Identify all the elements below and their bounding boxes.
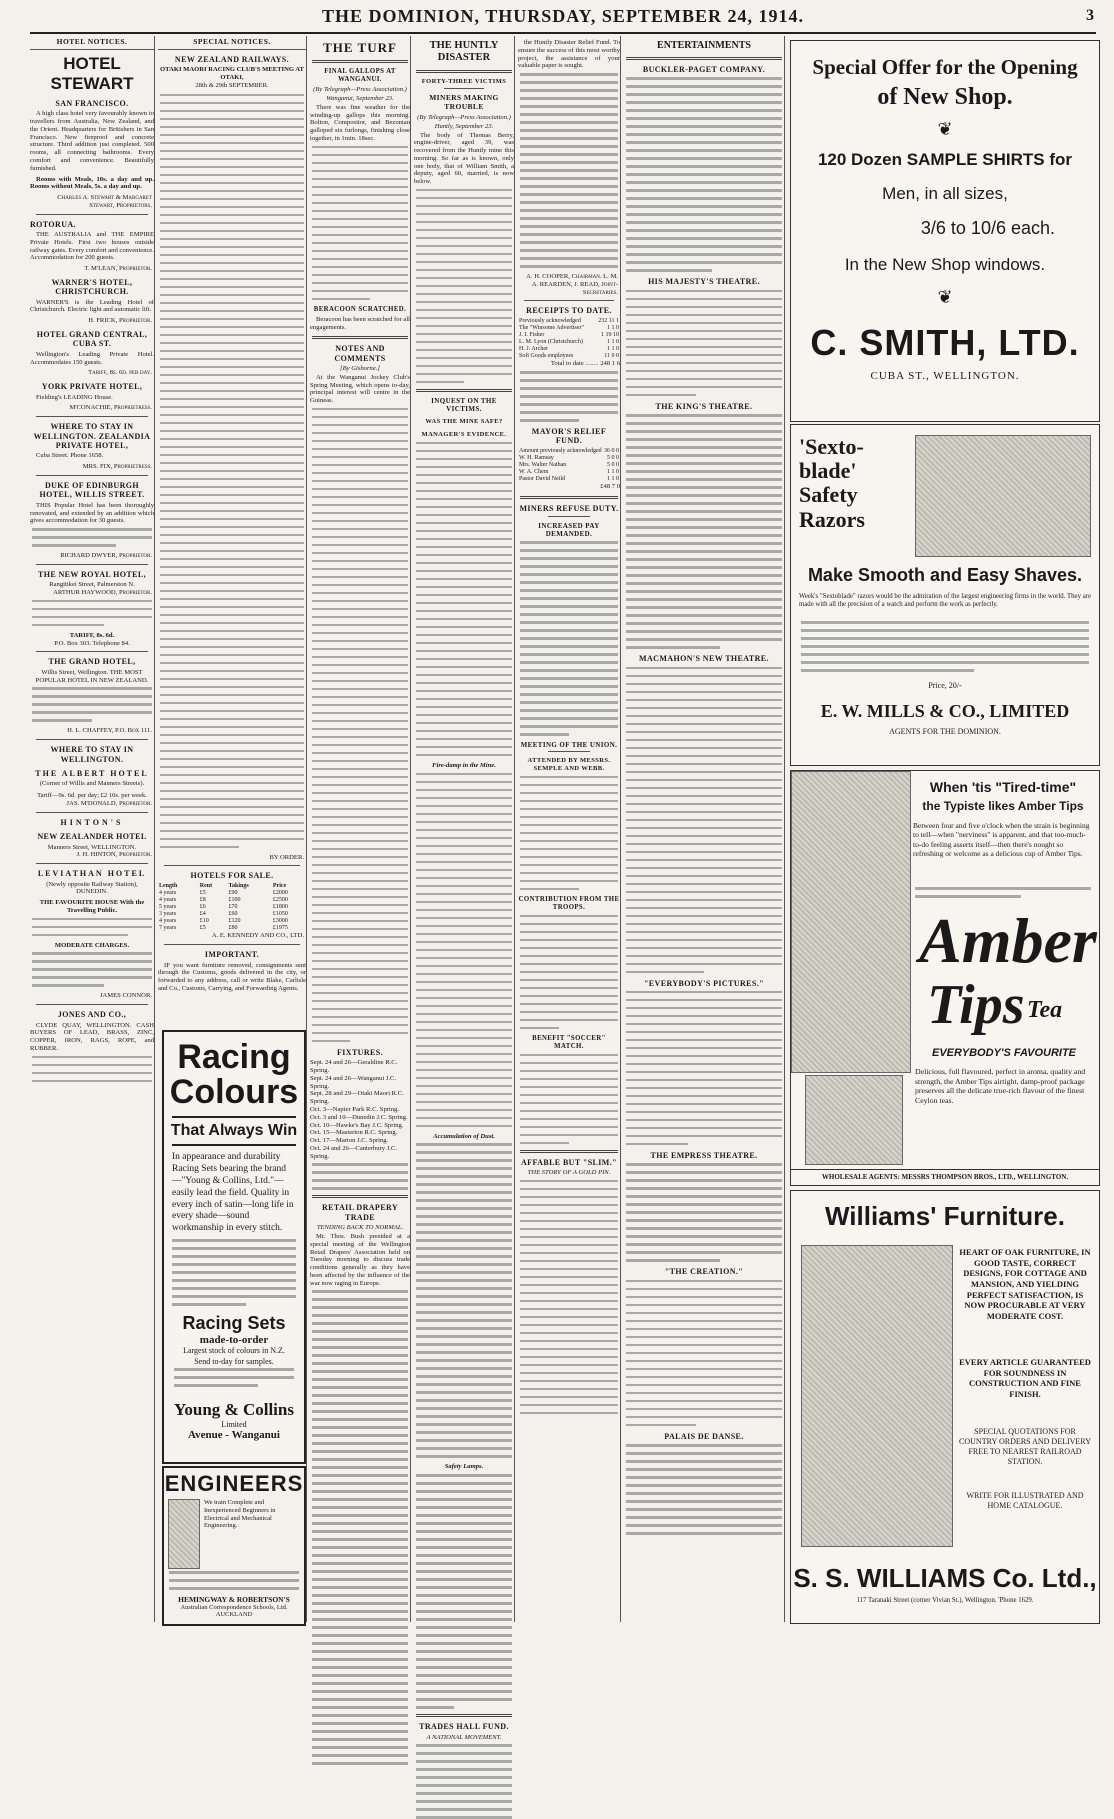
hintons-name: NEW ZEALANDER HOTEL [37,832,147,842]
national-movement-heading: A NATIONAL MOVEMENT. [426,1733,502,1741]
albert-heading: WHERE TO STAY IN WELLINGTON. [50,745,134,764]
wanganui-heading: FINAL GALLOPS AT WANGANUI. [324,68,396,84]
leviathan-title: LEVIATHAN HOTEL [37,869,147,879]
engineers-ad [162,1466,306,1626]
table-row: Mrs. Walter Nathan 5 0 0 [519,462,619,469]
albert-title: THE ALBERT HOTEL [35,769,149,779]
smith-line-3: In the New Shop windows. [844,255,1046,274]
smith-headline-1: Special Offer for the Opening [812,55,1078,79]
tea-tagline: EVERYBODY'S FAVOURITE [931,1047,1076,1059]
table-header: Price [272,882,287,889]
tea-headline-2: the Typiste likes Amber Tips [922,799,1084,813]
razors-slogan: Make Smooth and Easy Shaves. [807,565,1083,585]
hotel-stewart-body: A high class hotel very favourably known to travellers from Australia, New Zealand, and the Orient. Headquarters for Britishers in San Francisco. New fireproof and concrete structure. Third addition just completed. 500 rooms, all connecting bathrooms. Every comfort and convenience. Beautifully furnished. [30,110,154,172]
column-header: SPECIAL NOTICES. [158,38,306,50]
safety-lamps-heading: Safety Lamps. [444,1463,484,1471]
amber-brand: Amber [919,905,1097,976]
column-hotel-notices [30,36,155,1622]
warners-sig: H. FRICK, Proprietor. [88,317,152,325]
young-collins-brand: Young & Collins [174,1400,294,1420]
racing-body: In appearance and durability Racing Sets bearing the brand—"Young & Collins, Ltd."—easily lead the field. Quality in every inch of satin—long life in every shade—sound workmanship in every stitch. [172,1152,294,1234]
razors-brand-3: Safety [799,482,858,508]
masthead-title: THE DOMINION, THURSDAY, SEPTEMBER 24, 1914. [322,6,804,26]
fixtures-heading: FIXTURES. [336,1047,384,1057]
hintons-sig: J. H. HINTON, Proprietor. [76,851,152,859]
column-relief-fund [518,36,621,1622]
trades-hall-heading: TRADES HALL FUND. [419,1722,509,1732]
table-row: 3 years £4 £60 £1050 [159,911,288,918]
list-item: Oct. 17—Marton J.C. Spring. [310,1137,389,1145]
list-item: Oct. 3—Napier Park R.C. Spring. [310,1106,400,1113]
palais-heading: PALAIS DE DANSE. [664,1431,744,1441]
engineers-company: HEMINGWAY & ROBERTSON'S [178,1595,290,1604]
razors-agents: AGENTS FOR THE DOMINION. [889,727,1001,736]
mayors-fund-total: £48 7 0 [600,483,620,491]
razors-body: Week's "Sextoblade" razors would be the admiration of the largest engineering firms in the world. They are made with all the precision of a watch and perform the work as perfectly. [799,593,1091,609]
leviathan-sub: THE FAVOURITE HOUSE With the Travelling Public. [39,899,145,914]
soccer-match-heading: BENEFIT "SOCCER" MATCH. [532,1034,606,1050]
list-item: Oct. 10—Hawke's Bay J.C. Spring. [310,1121,404,1129]
notes-by: [By Gisborne.] [340,365,380,373]
table-row: 5 years £6 £70 £1800 [159,904,288,911]
engineers-place: Australian Correspondence Schools, Ltd. AUCKLAND [180,1604,288,1618]
list-item: Sept. 24 and 26—Wanganui J.C. Spring. [310,1074,397,1090]
williams-title: Williams' Furniture. [825,1201,1065,1231]
warners-body: WARNER'S is the Leading Hotel of Christchurch. Electric light and automatic lift. [30,298,154,314]
williams-address: 117 Taranaki Street (corner Vivian St.), Wellington. 'Phone 1629. [856,1597,1034,1604]
williams-company: S. S. WILLIAMS Co. Ltd., [793,1563,1097,1593]
retail-sub: TENDING BACK TO NORMAL. [316,1224,404,1232]
tea-agents: WHOLESALE AGENTS: MESSRS THOMPSON BROS., LTD., WELLINGTON. [791,1169,1099,1181]
attended-heading: ATTENDED BY MESSRS. SEMPLE AND WEBB. [527,757,611,772]
smith-shirts-ad [790,40,1100,422]
razors-brand-4: Razors [799,506,865,532]
rotorua-body: THE AUSTRALIA and THE EMPIRE Private Hotels. First two houses outside railway gates. Every comfort and convenience. Accommodation for 200 guests. [30,231,154,262]
turf-dateline: Wanganui, September 23. [326,95,394,103]
increased-pay-heading: INCREASED PAY DEMANDED. [538,521,600,538]
receipts-heading: RECEIPTS TO DATE. [526,306,612,316]
york-body: Fielding's LEADING House. [36,393,113,401]
turf-title: THE TURF [323,40,397,55]
razors-brand-1: 'Sexto- [799,434,864,459]
retail-heading: RETAIL DRAPERY TRADE [321,1203,399,1222]
table-row: W. H. Ramsay 5 0 0 [519,454,619,461]
williams-quotes: SPECIAL QUOTATIONS FOR COUNTRY ORDERS AND DELIVERY FREE TO NEAREST RAILROAD STATION. [959,1427,1091,1466]
table-row: The "Winsome Advertiser" 1 1 0 [519,324,619,331]
racing-sets: Racing Sets [182,1313,286,1334]
smith-ornament-icon: ❦ [937,119,953,139]
new-royal-body: Rangitikei Street, Palmerston N. [49,581,135,589]
table-row: W. A. Chem 1 1 0 [519,469,619,476]
albert-body: (Corner of Willis and Manners Streets). [39,780,145,788]
railways-sub: OTAKI MAORI RACING CLUB'S MEETING AT OTAKI, [160,66,304,82]
smith-headline-2: of New Shop. [877,84,1013,110]
railways-title: NEW ZEALAND RAILWAYS. [174,54,290,64]
hotel-stewart-city: SAN FRANCISCO. [55,98,129,108]
creation-heading: "THE CREATION." [664,1267,744,1277]
notes-body: At the Wanganui Jockey Club's Spring Meeting, which opens to-day, principal interest will centre in the Guineas. [310,373,410,405]
relief-sig: A. H. COOPER, Chairman. L. M. A. REARDEN, J. READ, Joint-Secretaries. [526,273,618,296]
entertainments-heading: ENTERTAINMENTS [657,40,751,51]
column-turf [310,36,411,1622]
empress-heading: THE EMPRESS THEATRE. [650,1150,758,1160]
racing-tagline: That Always Win [170,1122,298,1139]
hintons-body: Manners Street, WELLINGTON. [47,843,137,851]
albert-tariff: Tariff—9s. 6d. per day; £2 10s. per week. [37,792,147,800]
racing-made: made-to-order [199,1334,269,1347]
leviathan-body: (Newly opposite Railway Station), DUNEDIN. [46,880,138,896]
column-entertainments [624,36,785,1622]
amber-tips-tea-ad [790,770,1100,1186]
williams-write: WRITE FOR ILLUSTRATED AND HOME CATALOGUE. [966,1491,1084,1510]
kings-heading: THE KING'S THEATRE. [655,401,753,411]
beracoon-heading: BERACOON SCRATCHED. [313,305,407,313]
duke-title: DUKE OF EDINBURGH HOTEL, WILLIS STREET. [39,480,145,500]
new-royal-title: THE NEW ROYAL HOTEL, [37,569,147,579]
turf-telegraph: (By Telegraph—Press Association.) [313,86,407,94]
beracoon-body: Beracoon has been scratched for all engagements. [310,315,410,331]
new-royal-po: P.O. Box 303. Telephone 84. [54,639,130,647]
hotel-stewart-proprietors: Charles A. Stewart & Margaret Stewart, Proprietors. [57,194,152,209]
duke-sig: RICHARD DWYER, Proprietor. [60,552,152,560]
racing-colours-ad [162,1030,306,1464]
hotels-for-sale-title: HOTELS FOR SALE. [190,871,274,881]
jones-body: CLYDE QUAY, WELLINGTON. CASH BUYERS OF LEAD, BRASS, ZINC, COPPER, IRON, RAGS, ROPE, and RUBBER. [30,1021,154,1052]
receipts-table [518,318,620,360]
racing-title: Racing [177,1038,291,1076]
gold-pin-heading: THE STORY OF A GOLD PIN. [527,1169,611,1177]
tea-headline-1: When 'tis "Tired-time" [929,779,1077,795]
grand-hotel-title: THE GRAND HOTEL, [48,657,136,667]
important-title: IMPORTANT. [204,950,260,960]
huntly-title: THE HUNTLY DISASTER [429,40,499,64]
table-header: Length [159,882,178,889]
zealandia-body: Cuba Street. Phone 1658. [36,452,104,460]
york-title: YORK PRIVATE HOTEL, [41,382,143,392]
razor-case-image [915,435,1091,557]
railways-sig: BY ORDER. [269,853,304,861]
huntly-telegraph: (By Telegraph—Press Association.) [417,114,511,122]
inquest-heading: INQUEST ON THE VICTIMS. [431,396,497,414]
railways-dates: 28th & 29th SEPTEMBER. [195,81,269,89]
huntly-miners: MINERS MAKING TROUBLE [429,93,499,112]
grand-central-sig: Tariff, 8s. 6d. per day. [88,369,152,377]
table-header: Takings [228,882,249,889]
young-collins-limited: Limited [221,1420,247,1430]
rotorua-sig: T. M'LEAN, Proprietor. [84,265,152,273]
macmahon-heading: MACMAHON'S NEW THEATRE. [639,654,769,664]
leviathan-charges: MODERATE CHARGES. [54,941,130,949]
firedamp-heading: Fire-damp in the Mine. [432,761,496,769]
table-row: L. M. Lyon (Christchurch) 1 1 0 [519,339,619,346]
list-item: Sept. 28 and 29—Otaki Maori R.C. Spring. [310,1090,404,1106]
smith-price: 3/6 to 10/6 each. [920,218,1055,238]
table-row: Pastor David Neild 1 1 0 [519,476,619,483]
table-header: Rent [199,882,213,889]
majesty-heading: HIS MAJESTY'S THEATRE. [648,277,760,287]
sextoblade-razors-ad [790,424,1100,766]
page-number: 3 [1086,7,1094,24]
engineers-title: ENGINEERS [164,1471,304,1496]
tea-brand: Tea [1027,997,1063,1023]
tea-body: Between four and five o'clock when the strain is beginning to tell—when "nerviness" is apparent, and that too-much-to-do feeling asserts itself—then there's nought so refreshing or welcome as a delicious cup of Amber Tips. [913,821,1090,859]
mayors-fund-table [518,448,620,483]
duke-body: THIS Popular Hotel has been thoroughly renovated, and extended by an addition which gives accommodation for 30 guests. [30,501,154,525]
hintons-title: HINTON'S [60,817,124,827]
hotel-stewart-title: HOTEL STEWART [50,53,134,93]
engineer-figure-image [168,1499,200,1569]
table-row: J. I. Fisher 1 19 10 [519,331,619,338]
everybodys-heading: "EVERYBODY'S PICTURES." [643,978,765,988]
albert-sig: JAS. M'DONALD, Proprietor. [66,800,152,807]
zealandia-title: WHERE TO STAY IN WELLINGTON. ZEALANDIA PRIVATE HOTEL, [33,422,151,451]
warners-title: WARNER'S HOTEL, CHRISTCHURCH. [51,277,133,297]
typist-illustration [791,771,911,1073]
racing-largest: Largest stock of colours in N.Z. [183,1346,285,1356]
table-row: 7 years £5 £80 £1975 [159,925,288,932]
table-row: Amount previously acknowledged 36 0 0 [519,447,619,454]
list-item: Oct. 24 and 26—Canterbury J.C. Spring. [310,1144,397,1160]
smith-line-1: 120 Dozen SAMPLE SHIRTS for [817,150,1073,169]
affable-heading: AFFABLE BUT "SLIM." [521,1157,617,1167]
razors-company: E. W. MILLS & CO., LIMITED [820,701,1070,721]
new-royal-sig: ARTHUR HAYWOOD, Proprietor. [53,589,152,597]
huntly-dateline: Huntly, September 23. [434,122,494,130]
grand-central-body: Wellington's Leading Private Hotel. Accommodates 150 guests. [30,350,154,366]
york-sig: M'CONACHIE, Proprietress. [69,404,152,412]
huntly-victims: FORTY-THREE VICTIMS [421,77,507,85]
list-item: Oct. 3 and 10—Dunedin J.C. Spring. [310,1113,408,1121]
colours-title: Colours [169,1073,299,1111]
receipts-total: Total to date ........ 248 1 6 [550,360,620,368]
tips-brand: Tips [927,974,1025,1036]
grand-hotel-body: Willis Street, Wellington. THE MOST POPULAR HOTEL IN NEW ZEALAND. [35,668,149,684]
dust-heading: Accumulation of Dust. [433,1132,495,1140]
young-collins-address: Avenue - Wanganui [188,1429,280,1442]
huntly-body: The body of Thomas Berry, engine-driver, aged 39, was recovered from the Huntly mine this morning. So far as is known, only one body, that of William Smith, a deputy, aged 60, married, is now below. [414,131,514,186]
troops-contribution-heading: CONTRIBUTION FROM THE TROOPS. [518,895,620,911]
leviathan-sig: JAMES CONNOR. [99,992,152,1000]
mayors-fund-heading: MAYOR'S RELIEF FUND. [531,427,607,446]
williams-furniture-ad [790,1190,1100,1624]
turf-body: There was fine weather for the winding-up gallops this morning. Bolton, Compositor, and Bezonian galloped six furlongs, finishing close together, in 1min. 18sec. [310,103,410,142]
grand-central-title: HOTEL GRAND CENTRAL, CUBA ST. [36,330,148,349]
manager-evidence-heading: MANAGER'S EVIDENCE. [421,431,507,439]
furniture-illustration [801,1245,953,1547]
jones-title: JONES AND CO., [57,1010,127,1020]
table-row: H. J. Archer 1 1 0 [519,346,619,353]
important-body: IF you want furniture removed, consignments sent through the Customs, goods delivered in the city, or forwarded to any address, call or write Blake, Carlisle and Co., Customs, Carrying, and Forwarding Agents. [158,961,306,992]
razors-price: Price, 20/- [928,681,962,690]
mine-safe-heading: WAS THE MINE SAFE? [425,418,503,426]
tea-desc: Delicious, full flavoured, perfect in aroma, quality and strength, the Amber Tips airtight, damp-proof package preserves all the delicate true-rich flavour of the finest Ceylon teas. [915,1067,1086,1106]
column-header: HOTEL NOTICES. [30,38,154,50]
column-huntly-disaster [414,36,515,1741]
hotels-for-sale-table [158,883,306,933]
new-royal-tariff: TARIFF, 8s. 6d. [69,631,115,639]
hotels-for-sale-sig: A. E. KENNEDY AND CO., LTD. [211,932,304,940]
buckler-heading: BUCKLER-PAGET COMPANY. [642,64,766,74]
smith-company: C. SMITH, LTD. [810,322,1080,363]
masthead [30,4,1096,34]
table-row: Previously acknowledged 232 11 1 [519,317,619,324]
table-row: 4 years £10 £120 £3000 [159,918,288,925]
table-row: 4 years £8 £100 £2500 [159,896,288,903]
tea-packet-image [805,1075,903,1165]
engineers-body: We train Complete and Inexperienced Beginners in Electrical and Mechanical Engineering. [204,1499,276,1530]
refuse-duty-heading: MINERS REFUSE DUTY. [519,504,619,514]
rotorua-title: ROTORUA. [30,219,76,229]
notes-heading: NOTES AND COMMENTS [334,344,386,363]
hotel-stewart-rooms: Rooms with Meals, 10s. a day and up. Rooms without Meals, 5s. a day and up. [30,175,154,191]
retail-body: Mr. Thos. Bush presided at a special meeting of the Wellington Retail Drapers' Association held on Tuesday morning to discuss trade conditions generally as they have been affected by the influence of the war now raging in Europe. [310,1233,410,1287]
table-row: Soft Goods employees 11 0 0 [519,353,619,360]
smith-line-2: Men, in all sizes, [882,184,1008,203]
union-meeting-heading: MEETING OF THE UNION. [520,741,618,749]
relief-body: the Huntly Disaster Relief Fund. To ensure the success of this most worthy project, the assistance of your valuable paper is sought. [518,39,620,70]
table-row: 4 years £5 £90 £2000 [159,889,288,896]
fixtures-list [310,1059,410,1160]
list-item: Sept. 24 and 26—Geraldine R.C. Spring. [310,1059,398,1075]
grand-hotel-sig: H. L. CHAFFEY, P.O. Box 111. [67,727,152,735]
list-item: Oct. 15—Masterton R.C. Spring. [310,1129,398,1137]
smith-ornament-2-icon: ❦ [937,287,953,307]
zealandia-sig: MRS. FIX, Proprietress. [82,463,152,471]
racing-samples: Send to-day for samples. [194,1357,274,1367]
williams-body: HEART OF OAK FURNITURE, IN GOOD TASTE, CORRECT DESIGNS, FOR COTTAGE AND MANSION, AND YIELDING PERFECT SATISFACTION, IS NOW PROCURABLE AT VERY MODERATE COST. [959,1247,1091,1321]
williams-guarantee: EVERY ARTICLE GUARANTEED FOR SOUNDNESS IN CONSTRUCTION AND FINE FINISH. [959,1357,1091,1399]
razors-brand-2: blade' [799,458,857,484]
smith-address: CUBA ST., WELLINGTON. [870,370,1020,382]
